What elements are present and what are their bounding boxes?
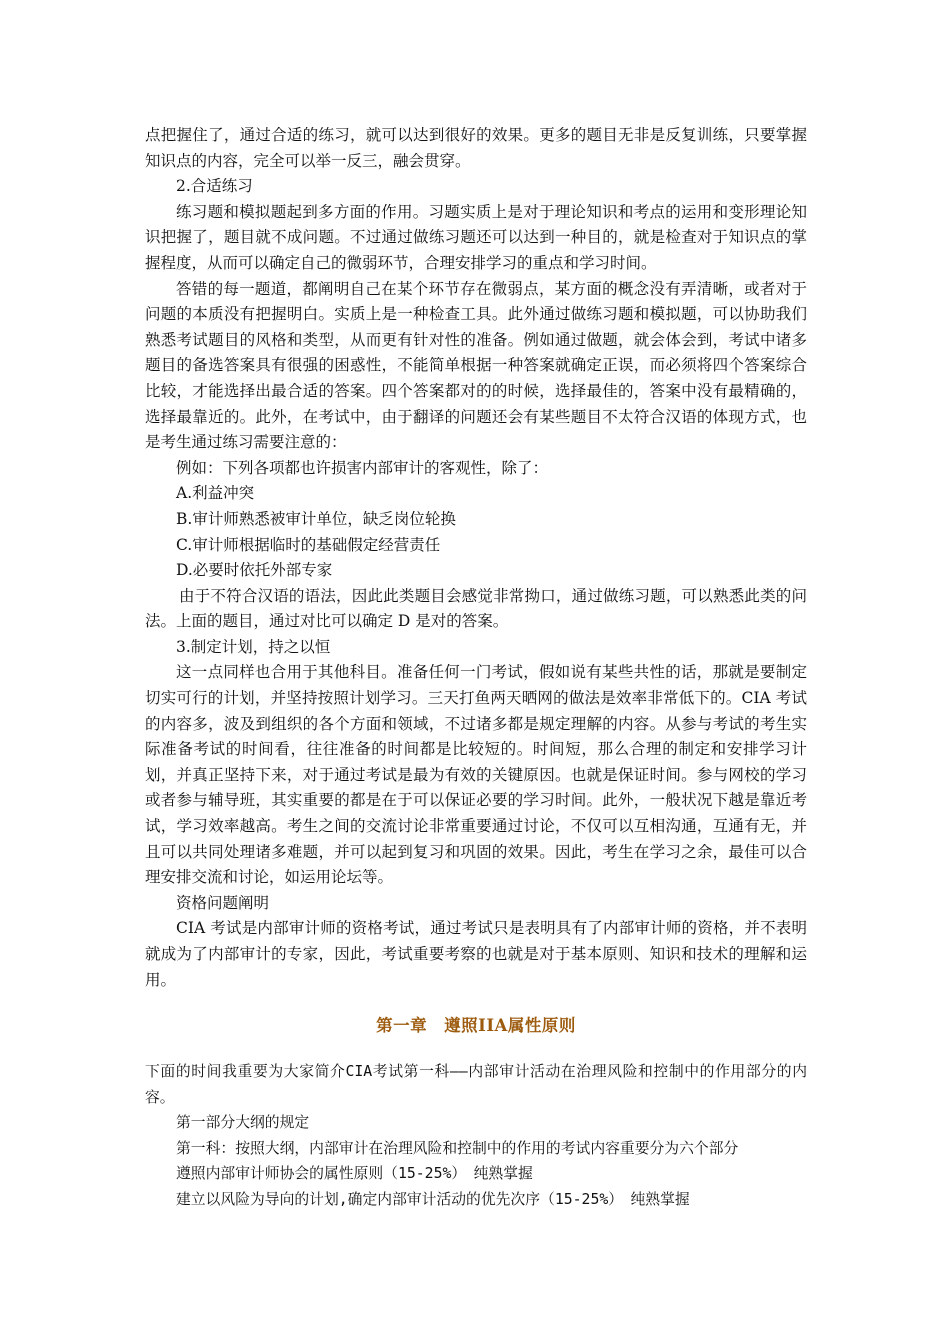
paragraph: 第一科：按照大纲，内部审计在治理风险和控制中的作用的考试内容重要分为六个部分: [176, 1139, 739, 1157]
option-c: C.审计师根据临时的基础假定经营责任: [176, 535, 441, 554]
syllabus-item: 遵照内部审计师协会的属性原则（15-25%） 纯熟掌握: [176, 1165, 533, 1183]
subheading-practice: 2.合适练习: [176, 177, 253, 196]
paragraph: 答错的每一题道，都阐明自己在某个环节存在微弱点，某方面的概念没有弄清晰，或者对于问题的本质没有把握明白。实质上是一种检查工具。此外通过做练习题和模拟题，可以协助我们熟悉考试题目的风格和类型，从而更有针对性的准备。例如通过做题，就会体会到，考试中诸多题目的备选答案具有很强的困惑性，不能简单根据一种答案就确定正误，而必须将四个答案综合比较，才能选择出最合适的答案。四个答案都对的的时候，选择最佳的，答案中没有最精确的，选择最靠近的。此外，在考试中，由于翻译的问题还会有某些题目不太符合汉语的体现方式，也是考生通过练习需要注意的：: [145, 279, 807, 452]
subheading-plan: 3.制定计划，持之以恒: [176, 637, 331, 656]
paragraph: 下面的时间我重要为大家简介CIA考试第一科——内部审计活动在治理风险和控制中的作用部分的内容。: [145, 1063, 807, 1106]
syllabus-item: 建立以风险为导向的计划,确定内部审计活动的优先次序（15-25%） 纯熟掌握: [176, 1190, 690, 1208]
paragraph: 点把握住了，通过合适的练习，就可以达到很好的效果。更多的题目无非是反复训练，只要掌握知识点的内容，完全可以举一反三，融会贯穿。: [145, 126, 807, 170]
chapter-title: 第一章 遵照IIA属性原则: [376, 1016, 576, 1036]
paragraph: 由于不符合汉语的语法，因此此类题目会感觉非常拗口，通过做练习题，可以熟悉此类的问法。上面的题目，通过对比可以确定 D 是对的答案。: [145, 586, 807, 631]
option-a: A.利益冲突: [176, 484, 255, 503]
subheading-qualification: 资格问题阐明: [176, 893, 270, 912]
paragraph: 练习题和模拟题起到多方面的作用。习题实质上是对于理论知识和考点的运用和变形理论知识把握了，题目就不成问题。不过通过做练习题还可以达到一种目的，就是检查对于知识点的掌握程度，从而可以确定自己的微弱环节，合理安排学习的重点和学习时间。: [145, 202, 807, 272]
subheading-syllabus: 第一部分大纲的规定: [176, 1114, 310, 1132]
option-b: B.审计师熟悉被审计单位，缺乏岗位轮换: [176, 509, 456, 528]
paragraph: 这一点同样也合用于其他科目。准备任何一门考试，假如说有某些共性的话，那就是要制定切实可行的计划，并坚持按照计划学习。三天打鱼两天晒网的做法是效率非常低下的。CIA 考试的内容多，波及到组织的各个方面和领域，不过诸多都是规定理解的内容。从参与考试的考生实际准备考试的时间看，往往准备的时间都是比较短的。时间短，那么合理的制定和安排学习计划，并真正坚持下来，对于通过考试是最为有效的关键原因。也就是保证时间。参与网校的学习或者参与辅导班，其实重要的都是在于可以保证必要的学习时间。此外，一般状况下越是靠近考试，学习效率越高。考生之间的交流讨论非常重要通过讨论，不仅可以互相沟通，互通有无，并且可以共同处理诸多难题，并可以起到复习和巩固的效果。因此，考生在学习之余，最佳可以合理安排交流和讨论，如运用论坛等。: [145, 663, 807, 887]
section-exam-tips: [145, 123, 807, 993]
option-d: D.必要时依托外部专家: [176, 561, 333, 580]
paragraph: CIA 考试是内部审计师的资格考试，通过考试只是表明具有了内部审计师的资格，并不表明就成为了内部审计的专家，因此，考试重要考察的也就是对于基本原则、知识和技术的理解和运用。: [145, 919, 807, 989]
example-question: 例如：下列各项都也许损害内部审计的客观性，除了：: [176, 458, 549, 477]
document-body: [145, 123, 807, 1212]
section-chapter-one: [145, 1059, 807, 1212]
